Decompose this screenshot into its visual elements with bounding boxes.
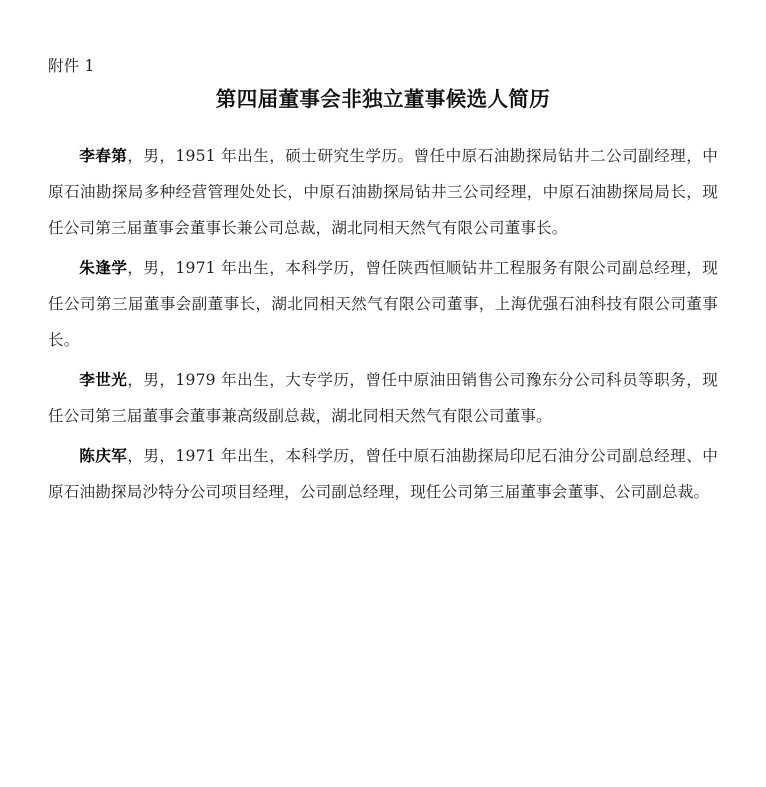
document-body — [48, 138, 718, 514]
page-title: 第四届董事会非独立董事候选人简历 — [215, 87, 551, 111]
bio-candidate-details: ，男，1979 年出生，大专学历，曾任中原油田销售公司豫东分公司科员等职务，现任公司第三届董事会董事兼高级副总裁，湖北同相天然气有限公司董事。 — [48, 371, 718, 425]
bio-paragraph — [48, 250, 718, 358]
bio-candidate-details: ，男，1971 年出生，本科学历，曾任陕西恒顺钻井工程服务有限公司副总经理，现任公司第三届董事会副董事长，湖北同相天然气有限公司董事，上海优强石油科技有限公司董事长。 — [48, 259, 718, 349]
bio-candidate-details: ，男，1971 年出生，本科学历，曾任中原石油勘探局印尼石油分公司副总经理、中原石油勘探局沙特分公司项目经理，公司副总经理，现任公司第三届董事会董事、公司副总裁。 — [48, 447, 718, 501]
bio-candidate-name: 陈庆军 — [79, 446, 128, 465]
bio-paragraph — [48, 438, 718, 510]
bio-candidate-details: ，男，1951 年出生，硕士研究生学历。曾任中原石油勘探局钻井二公司副经理，中原石油勘探局多种经营管理处处长，中原石油勘探局钻井三公司经理，中原石油勘探局局长，现任公司第三届董事会董事长兼公司总裁，湖北同相天然气有限公司董事长。 — [48, 147, 718, 237]
bio-candidate-name: 李春第 — [79, 146, 128, 165]
attachment-label: 附件 1 — [48, 57, 95, 75]
bio-candidate-name: 朱逢学 — [79, 258, 128, 277]
bio-candidate-name: 李世光 — [79, 370, 128, 389]
bio-paragraph — [48, 362, 718, 434]
bio-paragraph — [48, 138, 718, 246]
